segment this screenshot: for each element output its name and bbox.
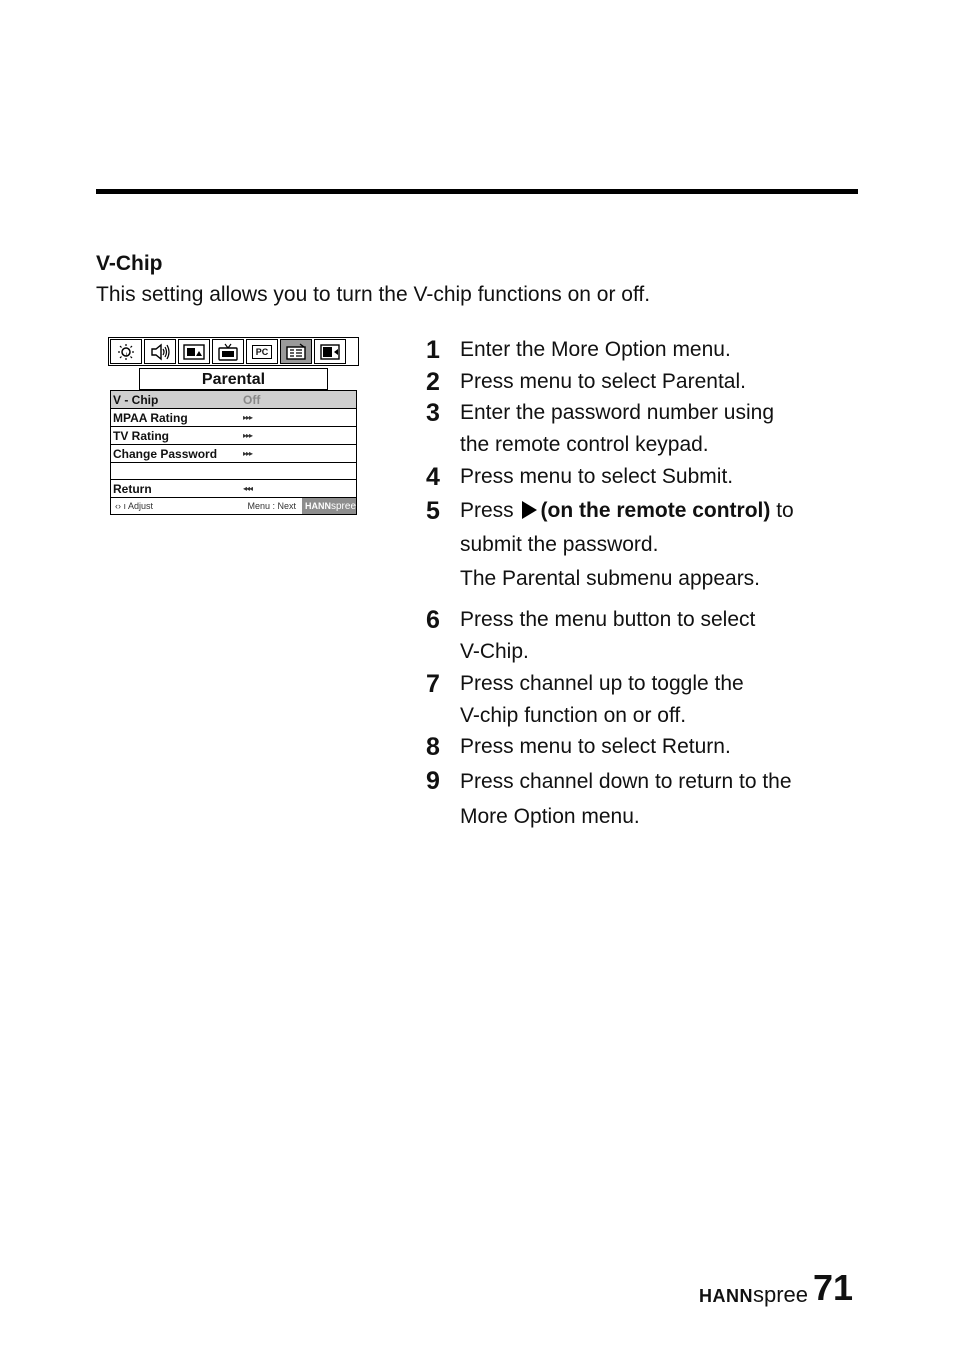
osd-row-v-chip[interactable] bbox=[111, 391, 356, 409]
step-text-post: to bbox=[776, 499, 794, 522]
step-text-line: More Option menu. bbox=[460, 805, 640, 828]
step-text-line: Enter the password number using bbox=[460, 401, 775, 424]
step-text: Press menu to select Return. bbox=[460, 735, 731, 758]
osd-row-label: V - Chip bbox=[113, 392, 159, 407]
step-number: 2 bbox=[426, 368, 440, 396]
osd-brand-bold: HANN bbox=[304, 501, 331, 511]
step-text-line: submit the password. bbox=[460, 533, 659, 556]
step-number: 7 bbox=[426, 670, 440, 698]
step-text-line: Press channel up to toggle the bbox=[460, 672, 744, 695]
step-text bbox=[460, 494, 870, 596]
osd-row-arrows: ◂◂◂ bbox=[243, 484, 253, 493]
osd-row-tv-rating[interactable] bbox=[111, 427, 356, 445]
step-text-line: Press channel down to return to the bbox=[460, 770, 792, 793]
step-text bbox=[460, 397, 870, 461]
step-text-line: V-chip function on or off. bbox=[460, 704, 687, 727]
osd-footer-next: Menu : Next bbox=[247, 501, 296, 511]
osd-row-label: Return bbox=[113, 481, 152, 496]
brand-light: spree bbox=[753, 1282, 809, 1307]
step-number: 8 bbox=[426, 733, 440, 761]
step-number: 5 bbox=[426, 497, 440, 525]
step-number: 4 bbox=[426, 463, 440, 491]
osd-row-arrows: ▸▸▸ bbox=[243, 413, 253, 422]
osd-icon-bar bbox=[108, 337, 359, 366]
osd-brand-logo bbox=[302, 498, 356, 514]
osd-row-value: Off bbox=[243, 392, 261, 407]
osd-row-arrows: ▸▸▸ bbox=[243, 431, 253, 440]
osd-row-mpaa-rating[interactable] bbox=[111, 409, 356, 427]
step-number: 9 bbox=[426, 767, 440, 795]
brand-bold: HANN bbox=[699, 1286, 753, 1306]
osd-row-return[interactable] bbox=[111, 480, 356, 498]
step-text-line: V-Chip. bbox=[460, 640, 529, 663]
osd-brand-light: spree bbox=[330, 501, 356, 512]
page-number: 71 bbox=[813, 1267, 854, 1308]
tv-icon bbox=[212, 339, 244, 364]
osd-row-change-password[interactable] bbox=[111, 445, 356, 463]
osd-row-label: TV Rating bbox=[113, 428, 169, 443]
step-text bbox=[460, 604, 870, 668]
step-text-line: The Parental submenu appears. bbox=[460, 567, 761, 590]
step-text bbox=[460, 668, 870, 732]
osd-list bbox=[110, 390, 357, 515]
hannspree-logo bbox=[699, 1282, 808, 1308]
step-number: 3 bbox=[426, 399, 440, 427]
osd-row-blank bbox=[111, 463, 356, 480]
step-text-line: the remote control keypad. bbox=[460, 433, 709, 456]
osd-row-arrows: ▸▸▸ bbox=[243, 449, 253, 458]
pc-icon-label: PC bbox=[252, 345, 273, 359]
osd-row-label: Change Password bbox=[113, 446, 218, 461]
step-text: Press menu to select Parental. bbox=[460, 370, 746, 393]
osd-row-label: MPAA Rating bbox=[113, 410, 188, 425]
play-arrow-icon bbox=[522, 501, 537, 519]
step-number: 6 bbox=[426, 606, 440, 634]
setup-icon bbox=[314, 339, 346, 364]
top-rule bbox=[96, 189, 858, 194]
picture-icon bbox=[110, 339, 142, 364]
step-text: Press menu to select Submit. bbox=[460, 465, 734, 488]
image-icon bbox=[178, 339, 210, 364]
step-text-line: Press the menu button to select bbox=[460, 608, 756, 631]
osd-footer bbox=[111, 498, 356, 514]
osd-footer-adjust: ‹› ı Adjust bbox=[115, 501, 154, 511]
section-title: V-Chip bbox=[96, 252, 163, 275]
sound-icon bbox=[144, 339, 176, 364]
section-intro: This setting allows you to turn the V-chip functions on or off. bbox=[96, 283, 651, 306]
step-text-bold: (on the remote control) bbox=[540, 499, 771, 522]
step-number: 1 bbox=[426, 336, 440, 364]
more-option-icon bbox=[280, 339, 312, 364]
step-text-pre: Press bbox=[460, 499, 514, 522]
parental-osd-menu bbox=[108, 337, 359, 515]
pc-icon bbox=[246, 339, 278, 364]
osd-title: Parental bbox=[139, 368, 328, 390]
step-text bbox=[460, 764, 870, 834]
step-text: Enter the More Option menu. bbox=[460, 338, 731, 361]
